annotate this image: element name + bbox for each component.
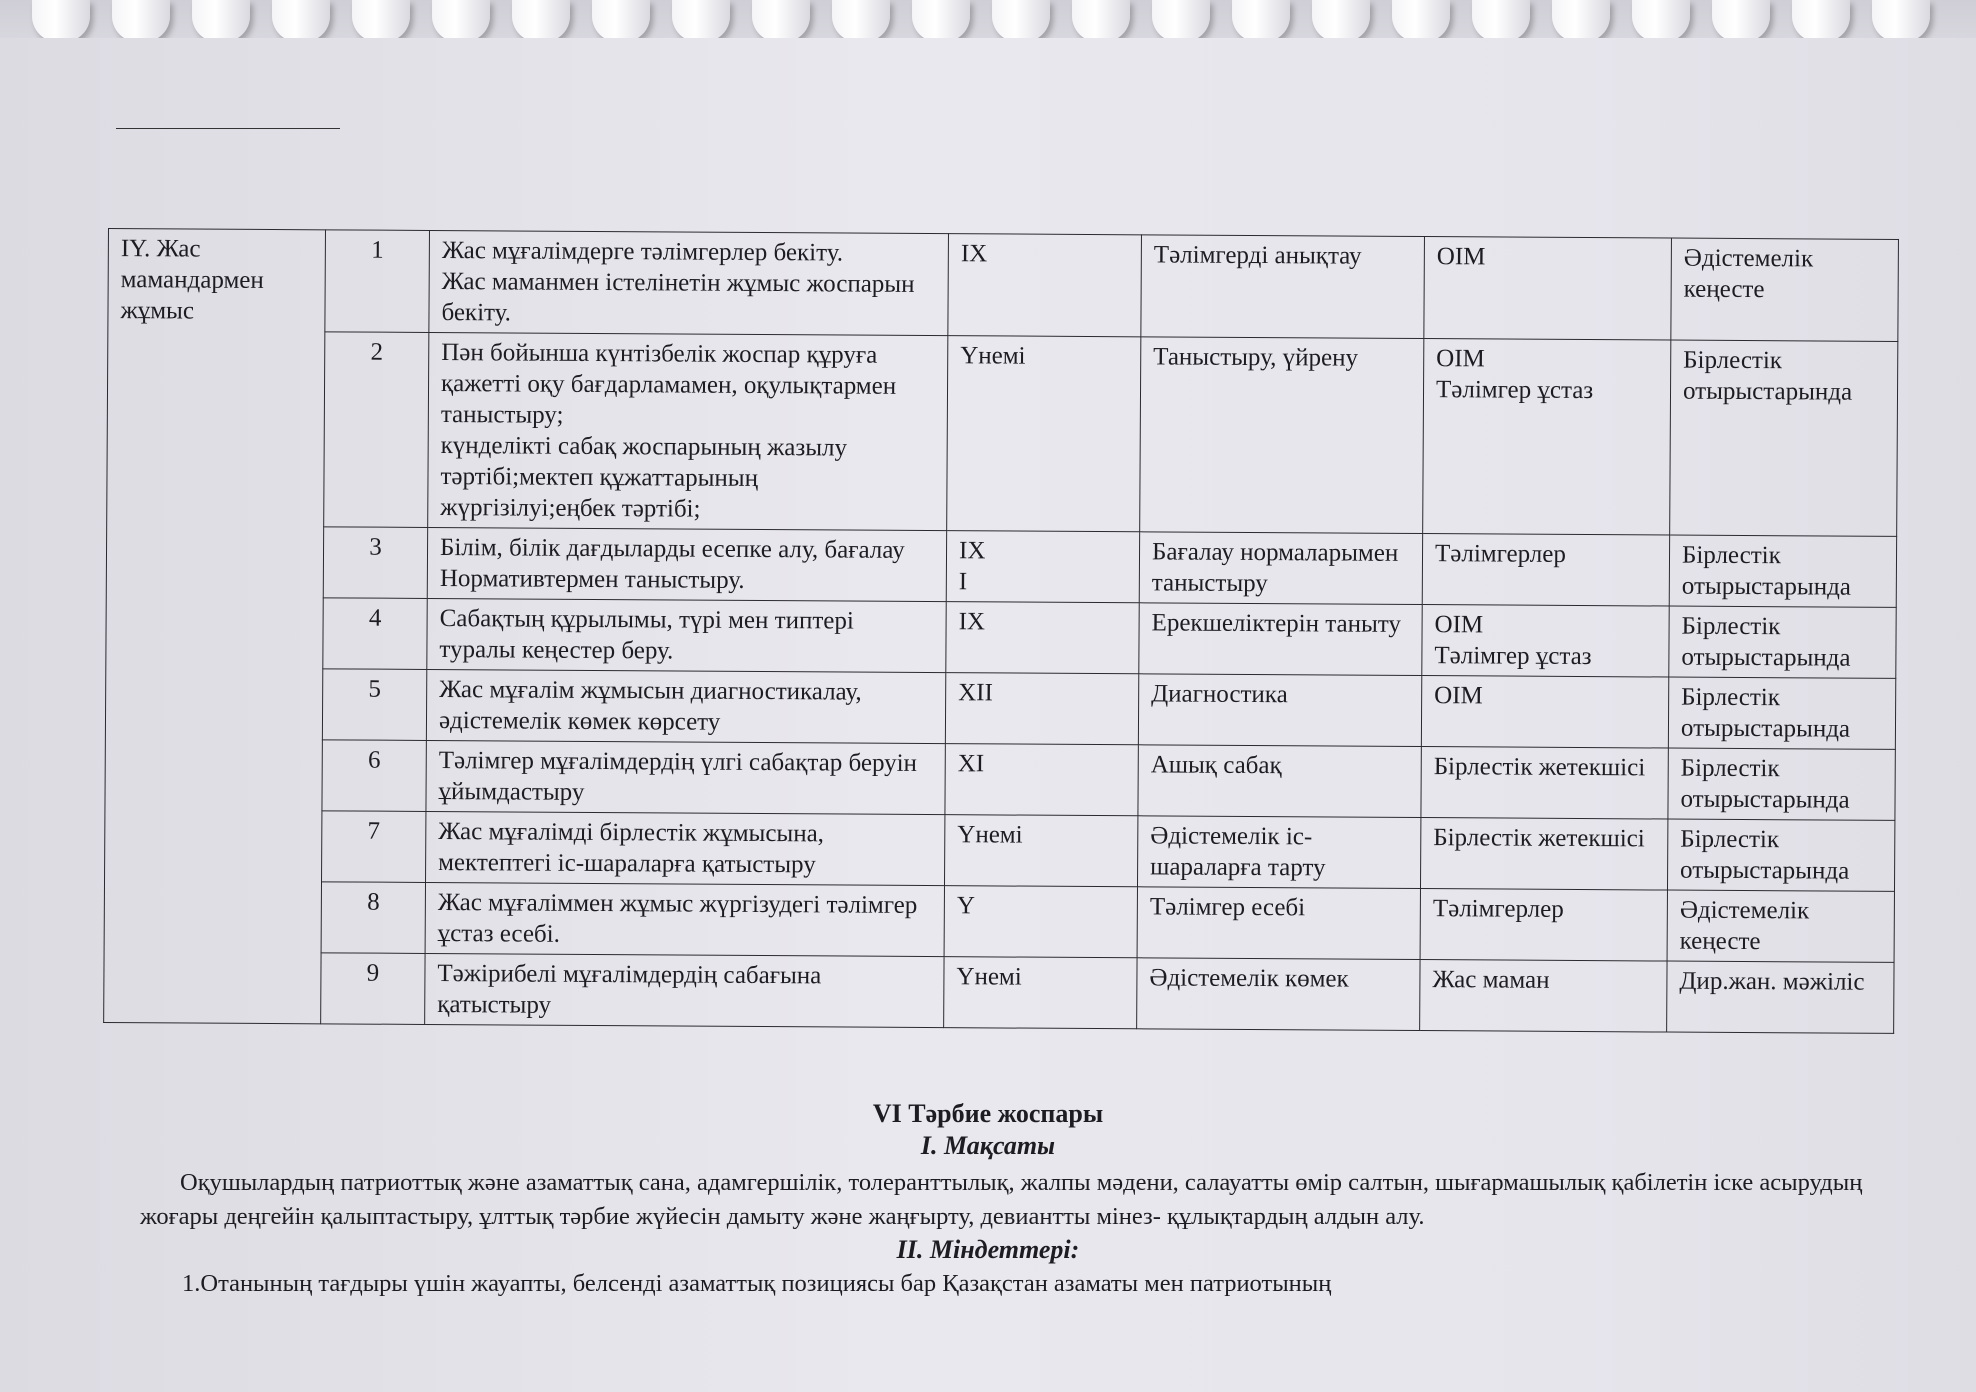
responsible-cell: Тәлімгерлер	[1420, 889, 1667, 962]
responsible-cell: ОІМ	[1424, 237, 1672, 341]
task-cell: Жас мұғалімдерге тәлімгерлер бекіту. Жас маманмен істелінетін жұмыс жоспарын бекіту.	[429, 230, 949, 335]
task-cell: Жас мұғалім жұмысын диагностикалау, әдістемелік көмек көрсету	[426, 669, 945, 743]
result-cell: Дир.жан. мәжіліс	[1667, 961, 1894, 1033]
binding-ring	[592, 0, 650, 42]
binding-ring	[832, 0, 890, 42]
task-cell: Жас мұғаліммен жұмыс жүргізудегі тәлімгер ұстаз есебі.	[425, 882, 944, 956]
table-row	[106, 596, 1896, 678]
binding-ring	[1152, 0, 1210, 42]
section-cell: IY. Жас мамандармен жұмыс	[104, 229, 326, 1024]
binding-ring	[1072, 0, 1130, 42]
form-cell: Диагностика	[1138, 674, 1421, 747]
binding-ring	[672, 0, 730, 42]
binding-ring	[752, 0, 810, 42]
footnote-rule	[116, 128, 340, 129]
form-cell: Ашық сабақ	[1138, 745, 1421, 818]
period-cell: Үнемі	[944, 815, 1137, 887]
binding-ring	[1552, 0, 1610, 42]
binding-ring	[272, 0, 330, 42]
task-item: 1.Отанының тағдыры үшін жауапты, белсенді азаматтық позициясы бар Қазақстан азаматы мен патриотының	[182, 1270, 1332, 1297]
row-number: 6	[322, 740, 426, 812]
form-cell: Ерекшеліктерін таныту	[1139, 603, 1422, 676]
form-cell: Таныстыру, үйрену	[1140, 337, 1424, 534]
section-heading: VI Тәрбие жоспары	[872, 1099, 1104, 1128]
binding-ring	[912, 0, 970, 42]
task-cell: Жас мұғалімді бірлестік жұмысына, мектептегі іс-шараларға қатыстыру	[426, 811, 945, 885]
binding-ring	[32, 0, 90, 42]
task-cell: Білім, білік дағдыларды есепке алу, бағалау Нормативтермен таныстыру.	[427, 527, 946, 601]
result-cell: Бірлестік отырыстарында	[1670, 340, 1898, 536]
period-cell: XI	[945, 744, 1138, 816]
binding-ring	[1312, 0, 1370, 42]
binding-ring	[1872, 0, 1930, 42]
result-cell: Бірлестік отырыстарында	[1667, 819, 1894, 891]
result-cell: Бірлестік отырыстарында	[1669, 535, 1896, 607]
task-cell: Пән бойынша күнтізбелік жоспар құруға қажетті оқу бағдарламамен, оқулықтармен таныстыру; күнделікті сабақ жоспарының жазылу тәртібі;мектеп құжаттарының жүргізілуі;еңбек тәртібі;	[428, 332, 948, 530]
binding-ring	[432, 0, 490, 42]
responsible-cell: Тәлімгерлер	[1422, 534, 1669, 607]
table-row	[106, 525, 1896, 607]
result-cell: Бірлестік отырыстарында	[1668, 748, 1895, 820]
responsible-cell: ОІМ Тәлімгер ұстаз	[1422, 605, 1669, 678]
row-number: 5	[322, 669, 426, 741]
table-row	[108, 229, 1899, 342]
period-cell: IX	[948, 234, 1142, 337]
result-cell: Әдістемелік кеңесте	[1671, 238, 1899, 341]
binding-ring	[512, 0, 570, 42]
binding-ring	[992, 0, 1050, 42]
aims-heading: I. Мақсаты	[920, 1131, 1056, 1160]
table-row	[105, 738, 1895, 820]
task-cell: Тәлімгер мұғалімдердің үлгі сабақтар беруін ұйымдастыру	[426, 740, 945, 814]
row-number: 2	[324, 332, 429, 528]
period-cell: Y	[944, 886, 1137, 958]
period-cell: IX I	[946, 531, 1139, 603]
result-cell: Бірлестік отырыстарында	[1669, 606, 1896, 678]
binding-ring	[1632, 0, 1690, 42]
period-cell: XII	[945, 673, 1138, 745]
task-cell: Сабақтың құрылымы, түрі мен типтері туралы кеңестер беру.	[427, 598, 946, 672]
responsible-cell: Бірлестік жетекшісі	[1420, 818, 1667, 891]
row-number: 8	[321, 882, 425, 954]
row-number: 3	[323, 527, 427, 599]
period-cell: Үнемі	[944, 957, 1137, 1029]
binding-ring	[1232, 0, 1290, 42]
period-cell: Үнемі	[947, 336, 1141, 532]
aims-paragraph: Оқушылардың патриоттық және азаматтық сана, адамгершілік, толеранттылық, жалпы мәдени, салауатты өмір салтын, шығармашылық қабілетін іске асырудың жоғары деңгейін қалыптастыру, ұлттық тәрбие жүйесін дамыту және жаңғырту, девиантты мінез- құлықтардың алдын алу.	[140, 1169, 1863, 1230]
form-cell: Әдістемелік іс-шараларға тарту	[1137, 816, 1420, 889]
form-cell: Бағалау нормаларымен таныстыру	[1139, 532, 1422, 605]
binding-ring	[1712, 0, 1770, 42]
form-cell: Тәлімгер есебі	[1137, 887, 1420, 960]
form-cell: Тәлімгерді анықтау	[1141, 235, 1425, 339]
form-cell: Әдістемелік көмек	[1137, 958, 1420, 1031]
row-number: 7	[322, 811, 426, 883]
table-row	[104, 880, 1894, 962]
binding-ring	[352, 0, 410, 42]
binding-ring	[1792, 0, 1850, 42]
task-cell: Тәжірибелі мұғалімдердің сабағына қатыстыру	[425, 953, 944, 1027]
row-number: 1	[325, 230, 430, 333]
table-row	[104, 951, 1894, 1033]
binding-ring	[1392, 0, 1450, 42]
row-number: 4	[323, 598, 427, 670]
table-row	[107, 331, 1898, 537]
responsible-cell: ОІМ Тәлімгер ұстаз	[1423, 339, 1671, 536]
responsible-cell: ОІМ	[1421, 676, 1668, 749]
young-specialists-table	[103, 228, 1899, 1034]
period-cell: IX	[946, 602, 1139, 674]
row-number: 9	[321, 953, 425, 1025]
binding-ring	[1472, 0, 1530, 42]
binding-ring	[112, 0, 170, 42]
result-cell: Бірлестік отырыстарында	[1668, 677, 1895, 749]
responsible-cell: Жас маман	[1420, 960, 1667, 1033]
binding-ring	[192, 0, 250, 42]
table-row	[105, 667, 1895, 749]
responsible-cell: Бірлестік жетекшісі	[1421, 747, 1668, 820]
result-cell: Әдістемелік кеңесте	[1667, 890, 1894, 962]
tasks-heading: II. Міндеттері:	[896, 1235, 1080, 1264]
table-row	[105, 809, 1895, 891]
